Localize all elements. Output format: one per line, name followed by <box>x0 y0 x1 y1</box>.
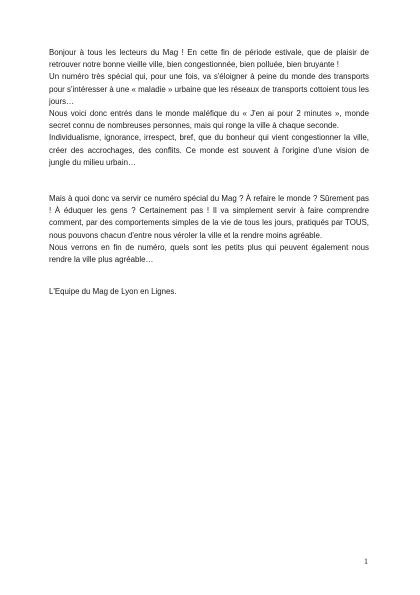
signature: L'Equipe du Mag de Lyon en Lignes. <box>49 287 177 297</box>
paragraph-malefic-world: Nous voici donc entrés dans le monde maléfique du « J'en ai pour 2 minutes », monde secret connu de nombreuses personnes, mais qui ronge la ville à chaque seconde. <box>49 109 369 131</box>
page-number: 1 <box>364 557 368 566</box>
paragraph-individualism: Individualisme, ignorance, irrespect, bref, que du bonheur qui vient congestionner la ville, créer des accrochages, des conflits. Ce monde est souvent à l'origine d'une vision de jungle du milieu urbain… <box>49 133 369 167</box>
document-body <box>49 47 369 298</box>
paragraph-special-issue: Un numéro très spécial qui, pour une fois, va s'éloigner à peine du monde des transports pour s'intéresser à une « maladie » urbaine que les réseaux de transports cottoient tous les jours… <box>49 72 369 106</box>
paragraph-purpose: Mais à quoi donc va servir ce numéro spécial du Mag ? À refaire le monde ? Sûrement pas ! À éduquer les gens ? Certainement pas ! Il va simplement servir à faire comprendre comment, par des comportements simples de la vie de tous les jours, pratiqués par TOUS, nous pouvons chacun d'entre nous véroler la ville et la rendre moins agréable. <box>49 194 369 240</box>
paragraph-greeting: Bonjour à tous les lecteurs du Mag ! En cette fin de période estivale, que de plaisir de retrouver notre bonne vieille ville, bien congestionnée, bien polluée, bien bruyante ! <box>49 48 369 70</box>
paragraph-spacer <box>49 266 369 286</box>
paragraph-spacer <box>49 169 369 193</box>
paragraph-end-of-issue: Nous verrons en fin de numéro, quels sont les petits plus qui peuvent également nous rendre la ville plus agréable… <box>49 242 369 265</box>
